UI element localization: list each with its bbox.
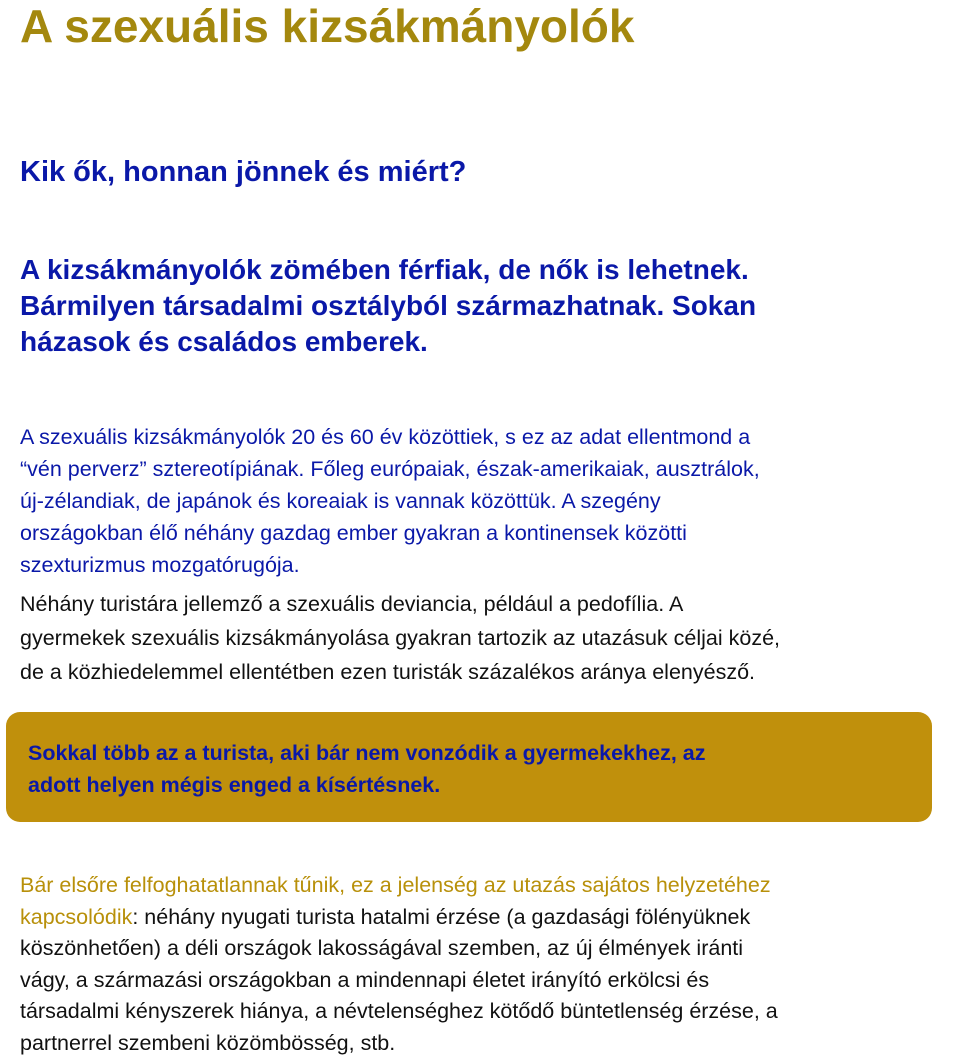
paragraph-line: Bár elsőre felfoghatatlannak tűnik, ez a jelenség az utazás sajátos helyzetéhez	[20, 873, 771, 897]
paragraph-line: Néhány turistára jellemző a szexuális deviancia, például a pedofília. A	[20, 592, 684, 616]
intro-paragraph	[20, 252, 920, 360]
deviance-paragraph	[20, 587, 956, 689]
paragraph-line: A szexuális kizsákmányolók 20 és 60 év közöttiek, s ez az adat ellentmond a	[20, 425, 751, 449]
highlight-callout-box	[6, 712, 932, 822]
paragraph-line: “vén perverz” sztereotípiának. Főleg európaiak, észak-amerikaiak, ausztrálok,	[20, 457, 760, 481]
paragraph-line: országokban élő néhány gazdag ember gyakran a kontinensek közötti	[20, 521, 687, 545]
section-subtitle: Kik ők, honnan jönnek és miért?	[20, 156, 467, 188]
paragraph-line: új-zélandiak, de japánok és koreaiak is vannak közöttük. A szegény	[20, 489, 661, 513]
intro-line: házasok és családos emberek.	[20, 326, 428, 357]
callout-text	[28, 737, 706, 801]
paragraph-line: köszönhetően) a déli országok lakosságával szemben, az új élmények iránti	[20, 936, 744, 961]
explanation-paragraph	[20, 870, 956, 1060]
intro-line: A kizsákmányolók zömében férfiak, de nők is lehetnek.	[20, 254, 749, 285]
callout-line: adott helyen mégis enged a kísértésnek.	[28, 773, 441, 797]
paragraph-line: gyermekek szexuális kizsákmányolása gyakran tartozik az utazásuk céljai közé,	[20, 626, 780, 650]
line-continuation: : néhány nyugati turista hatalmi érzése (a gazdasági fölényüknek	[132, 904, 751, 929]
intro-line: Bármilyen társadalmi osztályból származhatnak. Sokan	[20, 290, 757, 321]
paragraph-line: vágy, a származási országokban a mindennapi életet irányító erkölcsi és	[20, 967, 710, 992]
highlighted-word: kapcsolódik	[20, 904, 133, 929]
paragraph-line: partnerrel szembeni közömbösség, stb.	[20, 1030, 396, 1055]
callout-line: Sokkal több az a turista, aki bár nem vonzódik a gyermekekhez, az	[28, 741, 706, 765]
paragraph-line	[20, 902, 956, 934]
page-title: A szexuális kizsákmányolók	[20, 0, 635, 52]
paragraph-line: de a közhiedelemmel ellentétben ezen turisták százalékos aránya elenyésző.	[20, 660, 756, 684]
paragraph-line: társadalmi kényszerek hiánya, a névtelenséghez kötődő büntetlenség érzése, a	[20, 999, 778, 1024]
age-origin-paragraph	[20, 421, 956, 581]
paragraph-line: szexturizmus mozgatórugója.	[20, 553, 300, 577]
